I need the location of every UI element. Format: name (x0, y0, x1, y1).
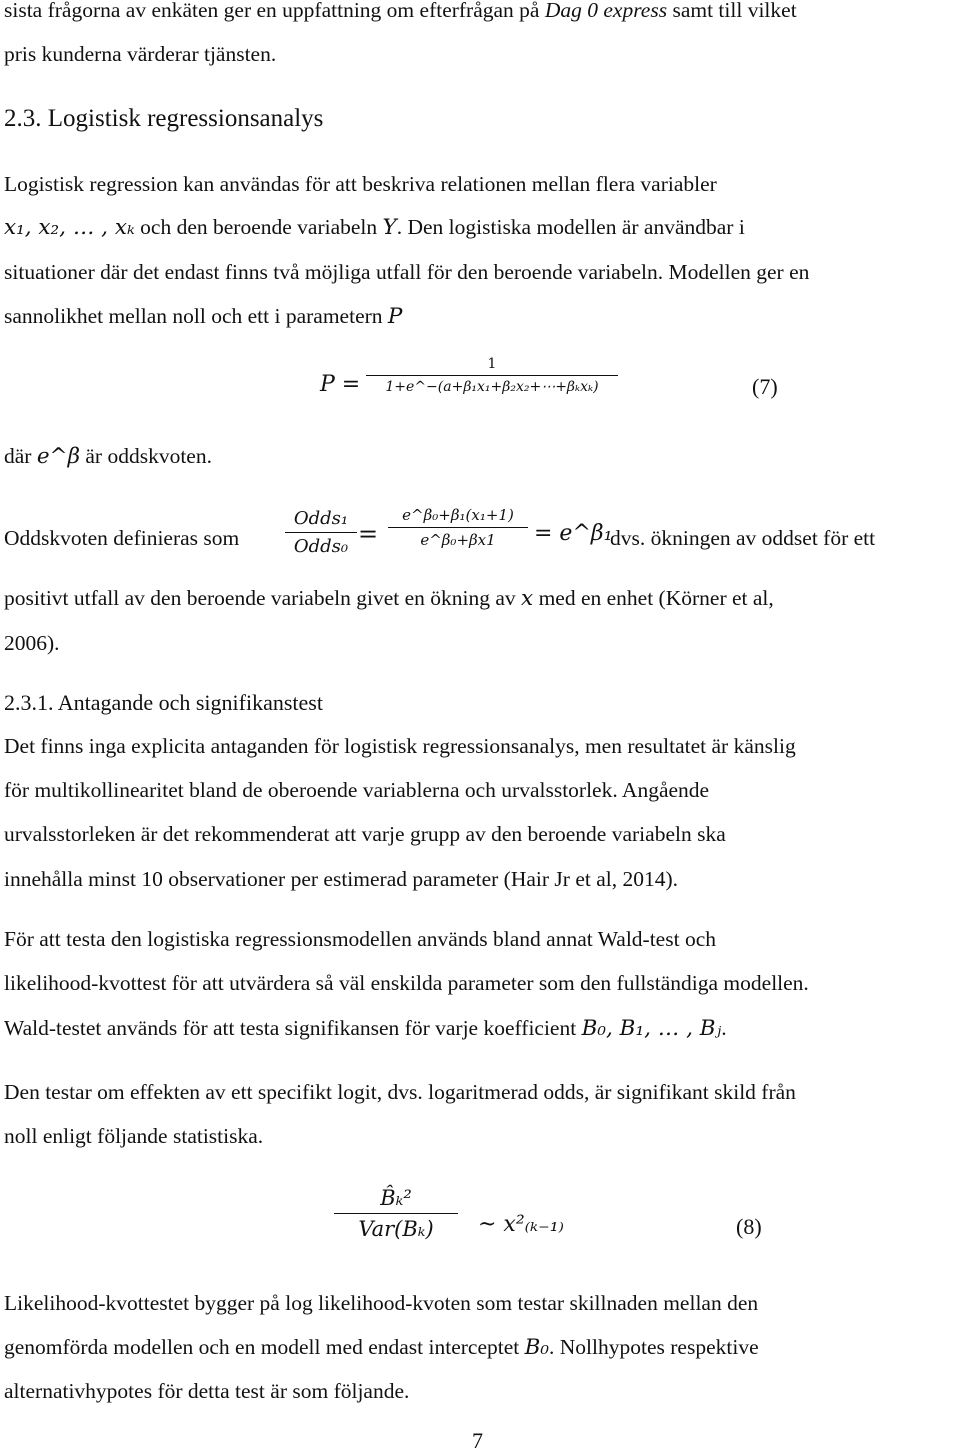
p2-line-2: för multikollinearitet bland de oberoende variablerna och urvalsstorlek. Angående (4, 778, 710, 802)
odds-text-end: dvs. ökningen av oddset för ett (610, 526, 876, 550)
odds2-fraction-bar (388, 527, 528, 528)
p3-line-1: För att testa den logistiska regressionsmodellen används bland annat Wald-test och (4, 927, 716, 951)
p1-line-3: situationer där det endast finns två möjliga utfall för den beroende variabeln. Modellen ger en (4, 260, 810, 284)
odds2-numerator: e^β₀+β₁(x₁+1) (402, 506, 514, 524)
p3-line-3 (4, 1018, 727, 1040)
odds-line2-text-end: med en enhet (Körner et al, (533, 586, 774, 610)
p5-line2-rest: . Nollhypotes respektive (549, 1335, 759, 1359)
odds-denominator: Odds₀ (293, 536, 349, 558)
p5-line-3: alternativhypotes för detta test är som följande. (4, 1379, 410, 1403)
odds-equals: = (358, 520, 379, 548)
p3-line-2: likelihood-kvottest för att utvärdera så väl enskilda parameter som den fullständiga modellen. (4, 971, 809, 995)
p1-text-rest: . Den logistiska modellen är användbar i (396, 215, 745, 239)
eq8-denominator: Var(Bₖ) (358, 1217, 434, 1242)
e-beta-math: e^β (36, 444, 80, 469)
eq8-rhs: ~ x²₍ₖ₋₁₎ (478, 1212, 564, 1237)
eq7-fraction-bar (366, 375, 618, 376)
intro-text: sista frågorna av enkäten ger en uppfattning om efterfrågan på (4, 0, 545, 22)
section-heading: 2.3. Logistisk regressionsanalys (4, 105, 324, 132)
intercept-math: B₀ (524, 1335, 550, 1360)
p1-line4-text: sannolikhet mellan noll och ett i parametern (4, 304, 388, 328)
eq7-fraction (366, 356, 618, 395)
odds-rhs: = e^β₁ (534, 521, 613, 546)
dar-line (4, 446, 212, 468)
odds-line-3: 2006). (4, 631, 60, 655)
p1-line-2 (4, 217, 745, 239)
eq8-numerator: B̂ₖ² (380, 1186, 412, 1210)
p5-line2-text: genomförda modellen och en modell med endast interceptet (4, 1335, 525, 1359)
odds-text: Oddskvoten definieras som (4, 526, 240, 550)
eq8-fraction-bar (334, 1213, 458, 1214)
y-variable: Y (382, 215, 397, 240)
p-variable: P (387, 304, 403, 329)
x-variable: x (521, 586, 534, 611)
p3-line3-text: Wald-testet används för att testa signifikansen för varje koefficient (4, 1016, 582, 1040)
odds-fraction-2 (388, 506, 528, 549)
intro-line-1 (4, 0, 797, 22)
eq7-lhs: P = (320, 372, 361, 397)
dar-text: där (4, 444, 37, 468)
subsection-heading: 2.3.1. Antagande och signifikanstest (4, 690, 323, 715)
odds-line-2 (4, 588, 774, 610)
eq7-denominator: 1+e^−(a+β₁x₁+β₂x₂+⋯+βₖxₖ) (385, 379, 599, 396)
intro-text-end: samt till vilket (667, 0, 797, 22)
eq8-number: (8) (736, 1214, 762, 1239)
p2-line-3: urvalsstorleken är det rekommenderat att varje grupp av den beroende variabeln ska (4, 822, 726, 846)
p4-line-2: noll enligt följande statistiska. (4, 1124, 264, 1148)
p1-text: och den beroende variabeln (134, 215, 383, 239)
eq7-numerator: 1 (487, 356, 497, 372)
p1-line-4 (4, 306, 402, 328)
dar-text-end: är oddskvoten. (80, 444, 212, 468)
odds-numerator: Odds₁ (293, 508, 349, 529)
odds-line2-text: positivt utfall av den beroende variabeln givet en ökning av (4, 586, 522, 610)
odds-fraction-1 (285, 508, 357, 557)
p5-line-1: Likelihood-kvottestet bygger på log likelihood-kvoten som testar skillnaden mellan den (4, 1291, 759, 1315)
p4-line-1: Den testar om effekten av ett specifikt logit, dvs. logaritmerad odds, är signifikant skild från (4, 1080, 796, 1104)
variables-math: x₁, x₂, … , xₖ (4, 215, 135, 240)
coefficients-math: B₀, B₁, … , Bⱼ (581, 1016, 722, 1041)
p1-line-1: Logistisk regression kan användas för att beskriva relationen mellan flera variabler (4, 172, 717, 196)
p2-line-4: innehålla minst 10 observationer per estimerad parameter (Hair Jr et al, 2014). (4, 867, 679, 891)
intro-line-2: pris kunderna värderar tjänsten. (4, 42, 277, 66)
intro-emphasis: Dag 0 express (544, 0, 668, 22)
eq8-fraction (334, 1186, 458, 1241)
p5-line-2 (4, 1337, 759, 1359)
p2-line-1: Det finns inga explicita antaganden för logistisk regressionsanalys, men resultatet är känslig (4, 734, 796, 758)
page-number: 7 (472, 1428, 483, 1453)
odds-fraction-bar (285, 532, 357, 533)
eq7-number: (7) (752, 374, 778, 399)
p3-line3-end: . (721, 1016, 727, 1040)
odds2-denominator: e^β₀+βx1 (420, 531, 496, 550)
